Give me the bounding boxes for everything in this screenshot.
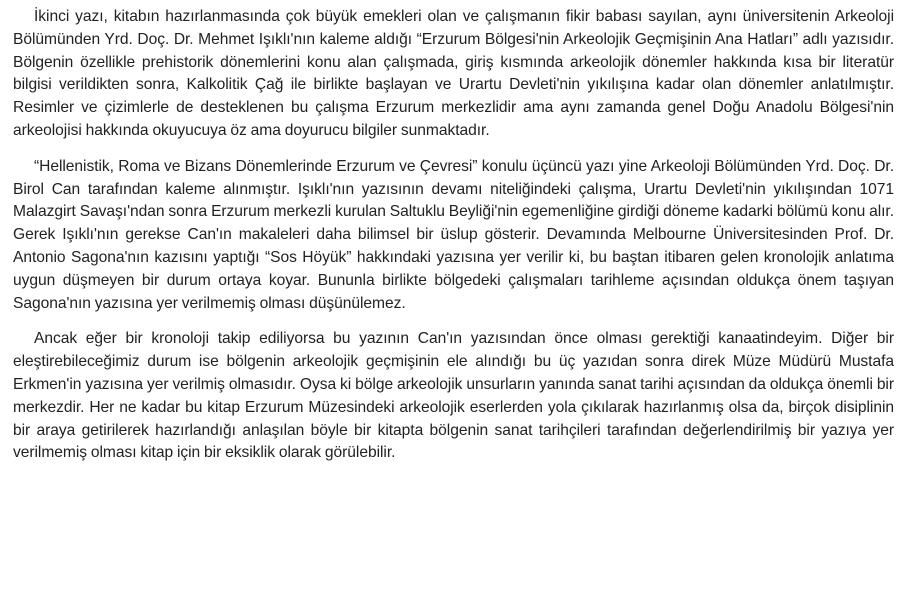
paragraph-2: “Hellenistik, Roma ve Bizans Dönemlerinde Erzurum ve Çevresi” konulu üçüncü yazı yine Arkeoloji Bölümünden Yrd. Doç. Dr. Birol Can tarafından kaleme alınmıştır. Işıklı'nın yazısının devamı niteliğindeki çalışma, Urartu Devleti'nin yıkılışından 1071 Malazgirt Savaşı'ndan sonra Erzurum merkezli kurulan Saltuklu Beyliği'nin egemenliğine girdiği döneme kadarki bölümü konu alır. Gerek Işıklı'nın gerekse Can'ın makaleleri daha bilimsel bir üslup gösterir. Devamında Melbourne Üniversitesinden Prof. Dr. Antonio Sagona'nın kazısını yaptığı “Sos Höyük” hakkındaki yazısına yer verilir ki, bu baştan itibaren gelen kronolojik anlatıma uygun düşmeyen bir durum ortaya koyar. Bununla birlikte bölgedeki çalışmaları tarihleme açısından oldukça önem taşıyan Sagona'nın yazısına yer verilmemiş olması düşünülemez. [13, 157, 894, 312]
paragraph-3: Ancak eğer bir kronoloji takip ediliyorsa bu yazının Can'ın yazısından önce olması gerektiği kanaatindeyim. Diğer bir eleştirebileceğimiz durum ise bölgenin arkeolojik geçmişinin ele alındığı bu üç yazıdan sonra direk Müze Müdürü Mustafa Erkmen'in yazısına yer verilmiş olmasıdır. Oysa ki bölge arkeolojik unsurların yanında sanat tarihi açısından da oldukça önemli bir merkezdir. Her ne kadar bu kitap Erzurum Müzesindeki arkeolojik eserlerden yola çıkılarak hazırlanmış olsa da, birçok disiplinin bir araya getirilerek hazırlandığı anlaşılan böyle bir kitapta bölgenin sanat tarihçileri tarafından değerlendirilmiş bir yazıya yer verilmemiş olması kitap için bir eksiklik olarak görülebilir. [13, 330, 894, 462]
paragraph-1: İkinci yazı, kitabın hazırlanmasında çok büyük emekleri olan ve çalışmanın fikir babası sayılan, aynı üniversitenin Arkeoloji Bölümünden Yrd. Doç. Dr. Mehmet Işıklı'nın kaleme aldığı “Erzurum Bölgesi'nin Arkeolojik Geçmişinin Ana Hatları” adlı yazısıdır. Bölgenin özellikle prehistorik dönemlerini konu alan çalışmada, giriş kısmında arkeolojik dönemler hakkında kısa bir literatür bilgisi verildikten sonra, Kalkolitik Çağ ile birlikte başlayan ve Urartu Devleti'nin yıkılışına kadar olan dönemler anlatılmıştır. Resimler ve çizimlerle de desteklenen bu çalışma Erzurum merkezlidir ama aynı zamanda genel Doğu Anadolu Bölgesi'nin arkeolojisi hakkında okuyucuya öz ama doyurucu bilgiler sunmaktadır. [13, 8, 894, 139]
